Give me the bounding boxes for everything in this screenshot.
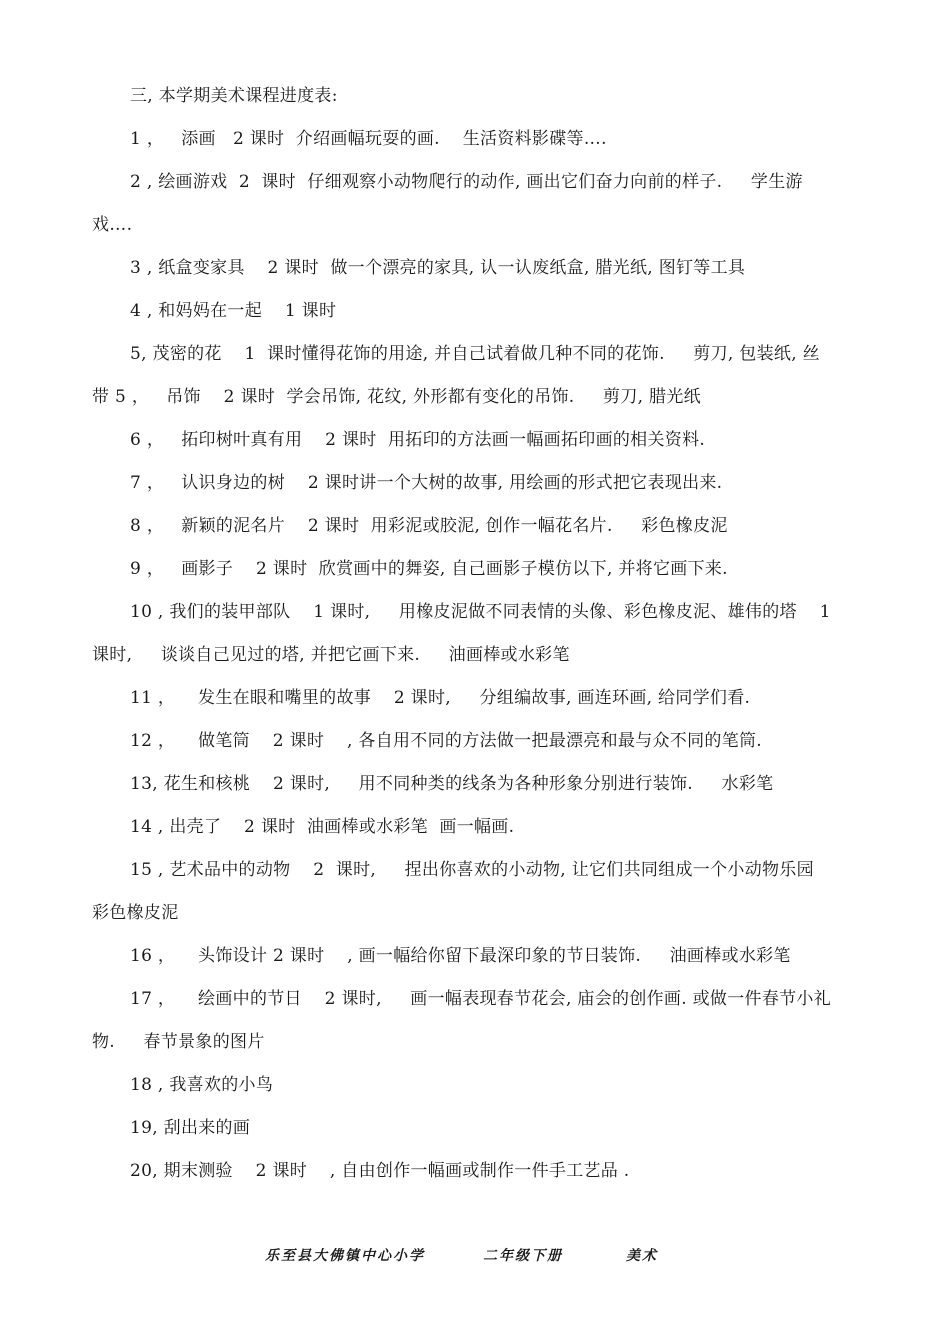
schedule-line: 10 , 我们的装甲部队 1 课时, 用橡皮泥做不同表情的头像、彩色橡皮泥、雄伟的塔 1 — [130, 602, 831, 622]
schedule-line: 3 , 纸盒变家具 2 课时 做一个漂亮的家具, 认一认废纸盒, 腊光纸, 图钉等工具 — [130, 258, 746, 278]
schedule-line: 12 ， 做笔筒 2 课时 , 各自用不同的方法做一把最漂亮和最与众不同的笔筒. — [130, 731, 763, 751]
schedule-line: 9 ， 画影子 2 课时 欣赏画中的舞姿, 自己画影子模仿以下, 并将它画下来. — [130, 559, 728, 579]
schedule-line: 2 , 绘画游戏 2 课时 仔细观察小动物爬行的动作, 画出它们奋力向前的样子. 学生游 — [130, 172, 803, 192]
schedule-line: 20, 期末测验 2 课时 , 自由创作一幅画或制作一件手工艺品 . — [130, 1161, 630, 1181]
schedule-line: 16 ， 头饰设计 2 课时 , 画一幅给你留下最深印象的节日装饰. 油画棒或水彩笔 — [130, 946, 791, 966]
schedule-line: 8 ， 新颖的泥名片 2 课时 用彩泥或胶泥, 创作一幅花名片. 彩色橡皮泥 — [130, 516, 728, 536]
schedule-line: 15 , 艺术品中的动物 2 课时, 捏出你喜欢的小动物, 让它们共同组成一个小动物乐园 — [130, 860, 814, 880]
schedule-line: 18 , 我喜欢的小鸟 — [130, 1075, 274, 1095]
schedule-line: 5, 茂密的花 1 课时懂得花饰的用途, 并自己试着做几种不同的花饰. 剪刀, 包装纸, 丝 — [130, 344, 820, 364]
section-heading: 三, 本学期美术课程进度表: — [130, 86, 338, 106]
schedule-line: 课时, 谈谈自己见过的塔, 并把它画下来. 油画棒或水彩笔 — [92, 645, 570, 665]
schedule-line: 彩色橡皮泥 — [92, 903, 179, 923]
footer-grade: 二年级下册 — [483, 1248, 563, 1264]
schedule-line: 戏…. — [92, 215, 133, 235]
schedule-line: 1 ， 添画 2 课时 介绍画幅玩耍的画. 生活资料影碟等…. — [130, 129, 607, 149]
schedule-line: 物. 春节景象的图片 — [92, 1032, 265, 1052]
page-footer — [0, 1245, 950, 1267]
schedule-line: 11 ， 发生在眼和嘴里的故事 2 课时, 分组编故事, 画连环画, 给同学们看. — [130, 688, 751, 708]
footer-subject: 美术 — [626, 1248, 658, 1264]
schedule-line: 13, 花生和核桃 2 课时, 用不同种类的线条为各种形象分别进行装饰. 水彩笔 — [130, 774, 774, 794]
footer-school: 乐至县大佛镇中心小学 — [265, 1248, 425, 1264]
schedule-line: 17 ， 绘画中的节日 2 课时, 画一幅表现春节花会, 庙会的创作画. 或做一件春节小礼 — [130, 989, 832, 1009]
schedule-line: 带 5 ， 吊饰 2 课时 学会吊饰, 花纹, 外形都有变化的吊饰. 剪刀, 腊光纸 — [92, 387, 701, 407]
schedule-line: 6 ， 拓印树叶真有用 2 课时 用拓印的方法画一幅画拓印画的相关资料. — [130, 430, 706, 450]
schedule-line: 7 ， 认识身边的树 2 课时讲一个大树的故事, 用绘画的形式把它表现出来. — [130, 473, 723, 493]
schedule-line: 19, 刮出来的画 — [130, 1118, 251, 1138]
schedule-line: 4 , 和妈妈在一起 1 课时 — [130, 301, 337, 321]
schedule-line: 14 , 出壳了 2 课时 油画棒或水彩笔 画一幅画. — [130, 817, 515, 837]
